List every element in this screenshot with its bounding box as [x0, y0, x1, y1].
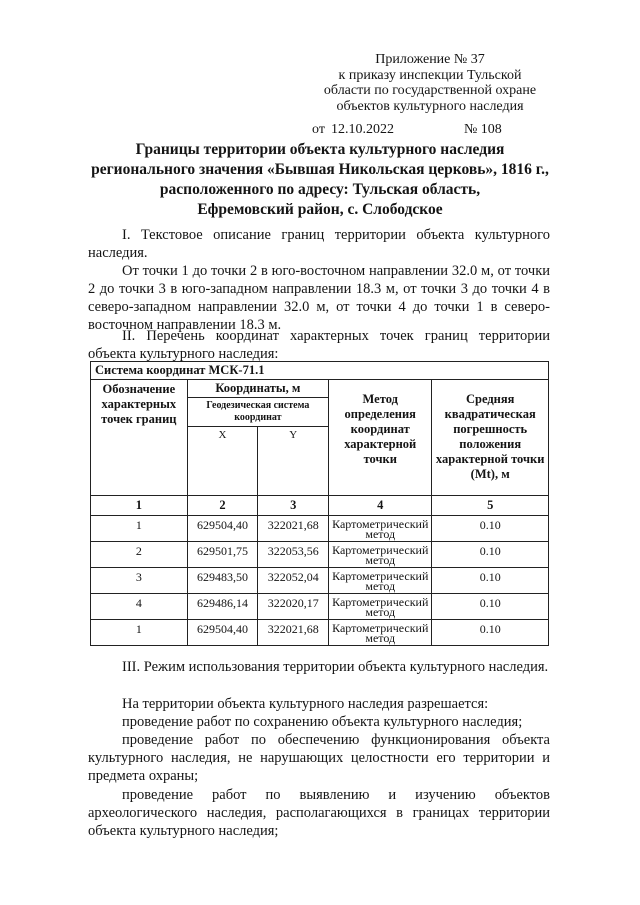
title-line: Ефремовский район, с. Слободское [197, 201, 443, 218]
title-line: расположенного по адресу: Тульская область, [159, 181, 481, 198]
point-cell: 2 [91, 542, 188, 568]
col-coords-header: Координаты, м [187, 380, 328, 398]
table-row [91, 542, 549, 568]
error-cell: 0.10 [432, 568, 549, 594]
method-cell: Картометрический метод [329, 542, 432, 568]
order-number: № 108 [463, 122, 502, 137]
col-error-header: Средняя квадратическая погрешность положения характерной точки (Mt), м [432, 380, 549, 496]
document-title [80, 140, 560, 220]
appendix-line: области по государственной охране [323, 83, 537, 98]
y-cell: 322021,68 [258, 620, 329, 646]
allowed-item-3: проведение работ по выявлению и изучению объектов археологического наследия, располагающихся в границах территории объекта культурного наследия; [88, 787, 550, 839]
error-cell: 0.10 [432, 594, 549, 620]
section-1-heading: I. Текстовое описание границ территории объекта культурного наследия. [88, 227, 550, 261]
appendix-line: к приказу инспекции Тульской [338, 67, 522, 83]
table-row [91, 620, 549, 646]
index-cell: 2 [187, 496, 258, 516]
error-cell: 0.10 [432, 620, 549, 646]
y-cell: 322052,04 [258, 568, 329, 594]
appendix-line: объектов культурного наследия [336, 98, 524, 114]
index-cell: 1 [91, 496, 188, 516]
method-cell: Картометрический метод [329, 620, 432, 646]
point-cell: 4 [91, 594, 188, 620]
y-cell: 322021,68 [258, 516, 329, 542]
table-row [91, 594, 549, 620]
index-cell: 3 [258, 496, 329, 516]
y-cell: 322053,56 [258, 542, 329, 568]
x-cell: 629483,50 [187, 568, 258, 594]
title-line: регионального значения «Бывшая Никольская церковь», 1816 г., [91, 161, 549, 178]
order-date-line [300, 122, 560, 138]
section-3-heading: III. Режим использования территории объекта культурного наследия. [122, 659, 549, 675]
point-cell: 1 [91, 620, 188, 646]
coordinates-table [90, 361, 549, 646]
col-y-header: Y [258, 427, 329, 496]
point-cell: 1 [91, 516, 188, 542]
geodetic-system-header: Геодезическая система координат [187, 398, 328, 427]
x-cell: 629504,40 [187, 620, 258, 646]
index-cell: 5 [432, 496, 549, 516]
col-x-header: X [187, 427, 258, 496]
method-cell: Картометрический метод [329, 594, 432, 620]
title-line: Границы территории объекта культурного наследия [135, 141, 505, 158]
x-cell: 629486,14 [187, 594, 258, 620]
table-row [91, 516, 549, 542]
method-cell: Картометрический метод [329, 516, 432, 542]
x-cell: 629501,75 [187, 542, 258, 568]
index-cell: 4 [329, 496, 432, 516]
col-method-header: Метод определения координат характерной точки [329, 380, 432, 496]
table-row [91, 568, 549, 594]
error-cell: 0.10 [432, 542, 549, 568]
allowed-item-1: проведение работ по сохранению объекта культурного наследия; [122, 714, 523, 730]
allowed-item-2: проведение работ по обеспечению функционирования объекта культурного наследия, не нарушающих целостности его территории и предмета охраны; [88, 732, 550, 784]
point-cell: 3 [91, 568, 188, 594]
section-1-description: От точки 1 до точки 2 в юго-восточном направлении 32.0 м, от точки 2 до точки 3 в юго-западном направлении 18.3 м, от точки 3 до точки 4 в северо-западном направлении 32.0 м, от точки 4 до точки 1 в северо-восточном направлении 18.3 м. [88, 263, 550, 333]
coordinate-system: Система координат МСК-71.1 [91, 362, 549, 380]
x-cell: 629504,40 [187, 516, 258, 542]
y-cell: 322020,17 [258, 594, 329, 620]
appendix-line: Приложение № 37 [375, 52, 485, 67]
allowed-intro: На территории объекта культурного наследия разрешается: [122, 696, 489, 712]
error-cell: 0.10 [432, 516, 549, 542]
section-2-heading: II. Перечень координат характерных точек границ территории объекта культурного наследия: [88, 328, 550, 362]
appendix-header [300, 52, 560, 138]
col-point-header: Обозначение характерных точек границ [91, 380, 188, 496]
date-prefix: от [312, 122, 325, 137]
method-cell: Картометрический метод [329, 568, 432, 594]
order-date: 12.10.2022 [330, 122, 394, 137]
